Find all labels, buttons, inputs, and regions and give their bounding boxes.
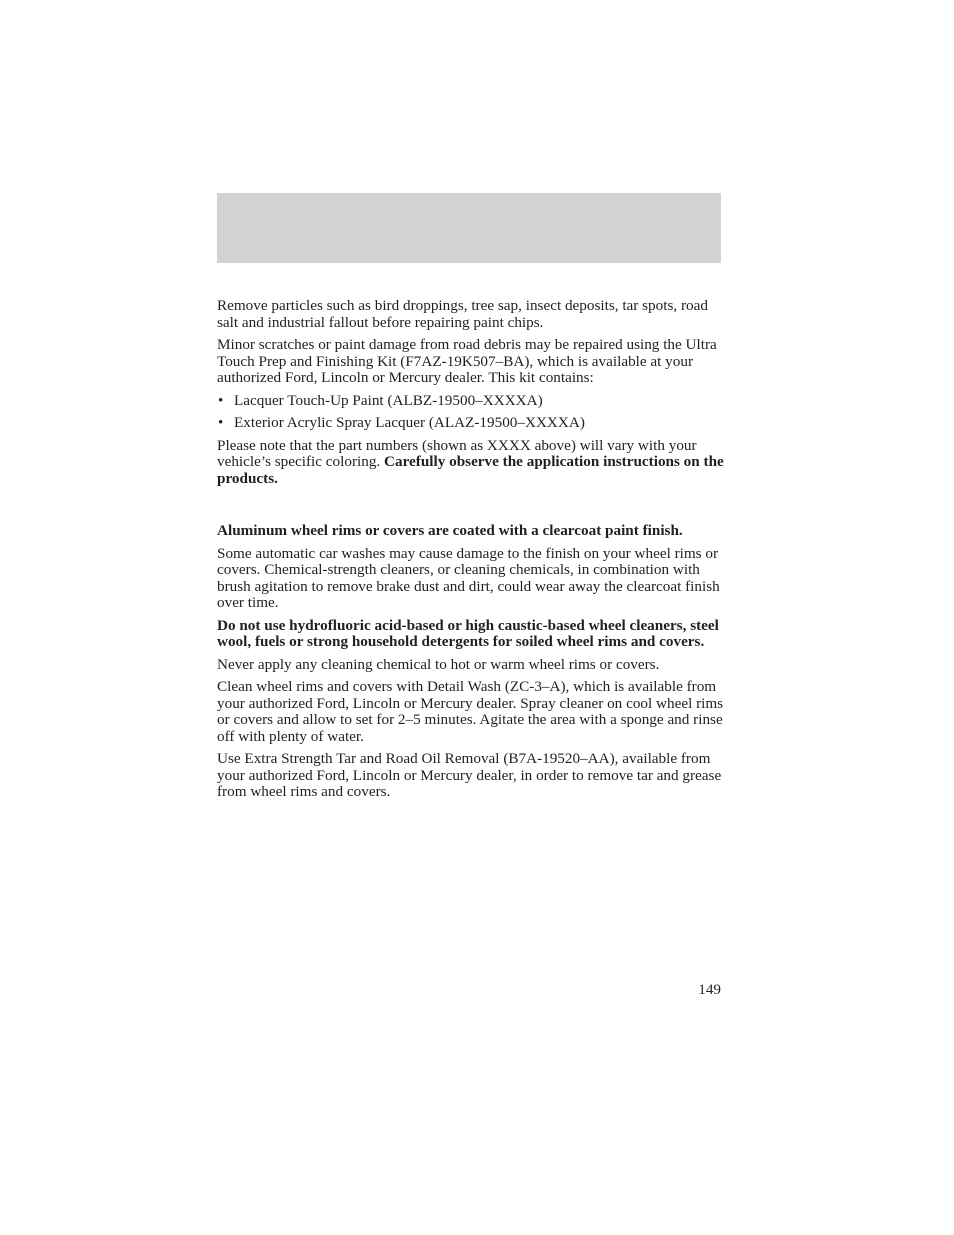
part-number-note-paragraph	[217, 438, 725, 488]
page-number: 149	[698, 981, 721, 998]
section-header-band	[217, 193, 721, 263]
page-content	[217, 298, 725, 807]
list-item-text: Exterior Acrylic Spray Lacquer (ALAZ-19500–XXXXA)	[234, 414, 585, 431]
detail-wash-paragraph: Clean wheel rims and covers with Detail Wash (ZC-3–A), which is available from your authorized Ford, Lincoln or Mercury dealer. Spray cleaner on cool wheel rims or covers and allow to set for 2–5 minutes. Agitate the area with a sponge and rinse off with plenty of water.	[217, 678, 724, 745]
bullet-icon: •	[218, 414, 224, 431]
part-number-note-text: Please note that the part numbers (shown as XXXX above) will vary with your vehicle’s specific coloring.	[217, 436, 697, 470]
clearcoat-intro-paragraph: Aluminum wheel rims or covers are coated with a clearcoat paint finish.	[217, 522, 683, 539]
paint-chip-prep-paragraph: Remove particles such as bird droppings, tree sap, insect deposits, tar spots, road salt and industrial fallout before repairing paint chips.	[217, 297, 708, 331]
car-wash-damage-paragraph: Some automatic car washes may cause damage to the finish on your wheel rims or covers. Chemical-strength cleaners, or cleaning chemicals, in combination with brush agitation to remove brake dust and dirt, could wear away the clearcoat finish over time.	[217, 544, 720, 611]
hot-wheel-caution-paragraph: Never apply any cleaning chemical to hot or warm wheel rims or covers.	[217, 655, 660, 673]
repair-kit-paragraph: Minor scratches or paint damage from road debris may be repaired using the Ultra Touch Prep and Finishing Kit (F7AZ-19K507–BA), which is available at your authorized Ford, Lincoln or Mercury dealer. This kit contains:	[217, 336, 717, 386]
section-spacer	[217, 493, 725, 523]
list-item-text: Lacquer Touch-Up Paint (ALBZ-19500–XXXXA)	[234, 391, 543, 409]
list-item	[217, 393, 725, 410]
tar-removal-paragraph: Use Extra Strength Tar and Road Oil Removal (B7A-19520–AA), available from your authorized Ford, Lincoln or Mercury dealer, in order to remove tar and grease from wheel rims and covers.	[217, 750, 722, 800]
list-item	[217, 415, 725, 432]
cleaner-warning-paragraph: Do not use hydrofluoric acid-based or high caustic-based wheel cleaners, steel wool, fuels or strong household detergents for soiled wheel rims and covers.	[217, 616, 719, 650]
kit-contents-list	[217, 393, 725, 432]
bullet-icon: •	[218, 391, 224, 409]
application-instructions-emphasis: Carefully observe the application instructions on the products.	[217, 453, 724, 487]
